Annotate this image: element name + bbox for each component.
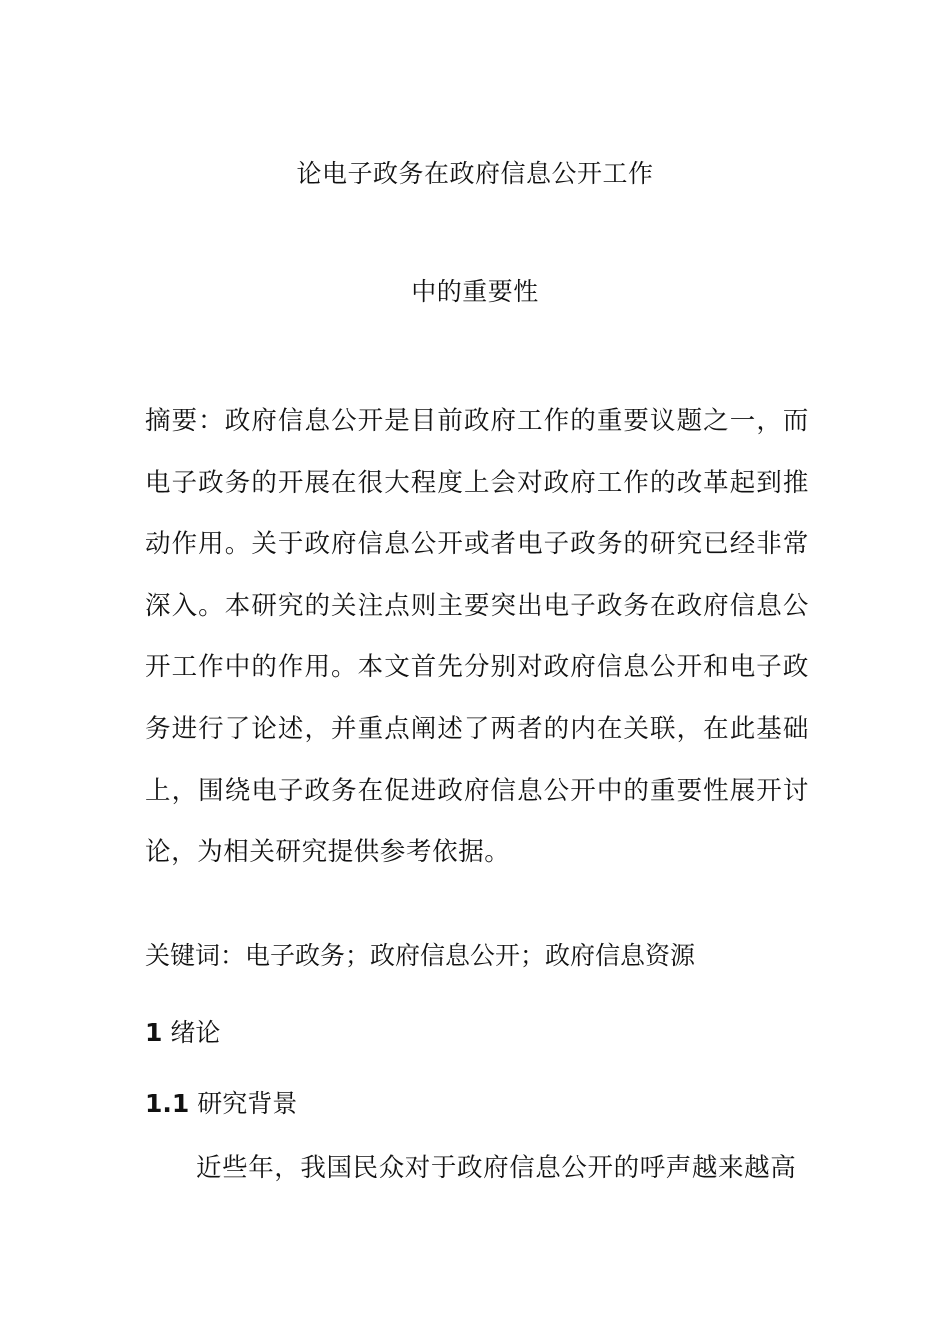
subsection-number: 1.1 [145, 1089, 190, 1118]
abstract-paragraph [145, 391, 809, 884]
section-number: 1 [145, 1018, 163, 1047]
section-heading-1 [145, 1015, 220, 1051]
abstract-text: 政府信息公开是目前政府工作的重要议题之一，而电子政务的开展在很大程度上会对政府工作的改革起到推动作用。关于政府信息公开或者电子政务的研究已经非常深入。本研究的关注点则主要突出电子政务在政府信息公开工作中的作用。本文首先分别对政府信息公开和电子政务进行了论述，并重点阐述了两者的内在关联，在此基础上，围绕电子政务在促进政府信息公开中的重要性展开讨论，为相关研究提供参考依据。 [145, 406, 809, 868]
subsection-title: 研究背景 [197, 1089, 298, 1118]
body-paragraph: 近些年，我国民众对于政府信息公开的呼声越来越高 [196, 1153, 797, 1183]
keywords-text: 电子政务；政府信息公开；政府信息资源 [245, 941, 696, 970]
section-title: 绪论 [170, 1018, 221, 1047]
keywords-label: 关键词： [145, 941, 246, 970]
document-title-line-1: 论电子政务在政府信息公开工作 [296, 159, 654, 188]
section-heading-1-1 [145, 1086, 297, 1122]
abstract-label: 摘要： [145, 406, 225, 436]
document-title-line-2: 中的重要性 [411, 277, 539, 306]
keywords-line [145, 938, 695, 974]
